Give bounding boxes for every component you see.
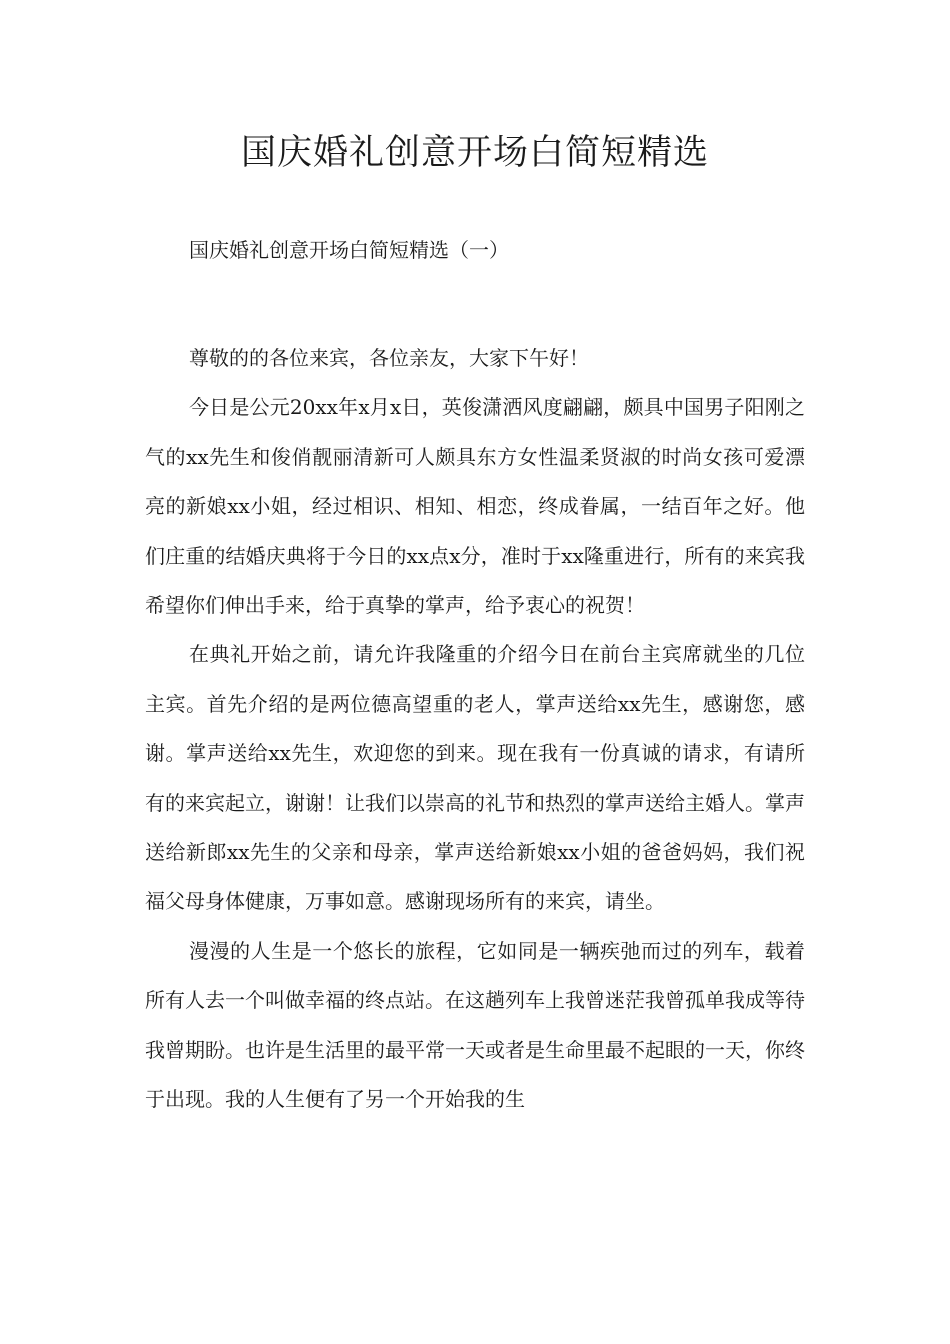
paragraph-journey: 漫漫的人生是一个悠长的旅程，它如同是一辆疾弛而过的列车，载着所有人去一个叫做幸福的终点站。在这趟列车上我曾迷茫我曾孤单我成等待我曾期盼。也许是生活里的最平常一天或者是生命里最不起眼的一天，你终于出现。我的人生便有了另一个开始我的生: [145, 938, 805, 1112]
paragraph-greeting: 尊敬的的各位来宾，各位亲友，大家下午好！: [189, 346, 589, 370]
document-body: [145, 334, 805, 1125]
paragraph-guests: 在典礼开始之前，请允许我隆重的介绍今日在前台主宾席就坐的几位主宾。首先介绍的是两位德高望重的老人，掌声送给xx先生，感谢您，感谢。掌声送给xx先生，欢迎您的到来。现在我有一份真诚的请求，有请所有的来宾起立，谢谢！让我们以崇高的礼节和热烈的掌声送给主婚人。掌声送给新郎xx先生的父亲和母亲，掌声送给新娘xx小姐的爸爸妈妈，我们祝福父母身体健康，万事如意。感谢现场所有的来宾，请坐。: [145, 642, 805, 914]
section-subtitle: 国庆婚礼创意开场白简短精选（一）: [189, 238, 509, 262]
paragraph-introduction: 今日是公元20xx年x月x日，英俊潇洒风度翩翩，颇具中国男子阳刚之气的xx先生和俊俏靓丽清新可人颇具东方女性温柔贤淑的时尚女孩可爱漂亮的新娘xx小姐，经过相识、相知、相恋，终成眷属，一结百年之好。他们庄重的结婚庆典将于今日的xx点x分，准时于xx隆重进行，所有的来宾我希望你们伸出手来，给于真挚的掌声，给予衷心的祝贺！: [145, 395, 805, 618]
document-title: 国庆婚礼创意开场白简短精选: [240, 133, 709, 173]
